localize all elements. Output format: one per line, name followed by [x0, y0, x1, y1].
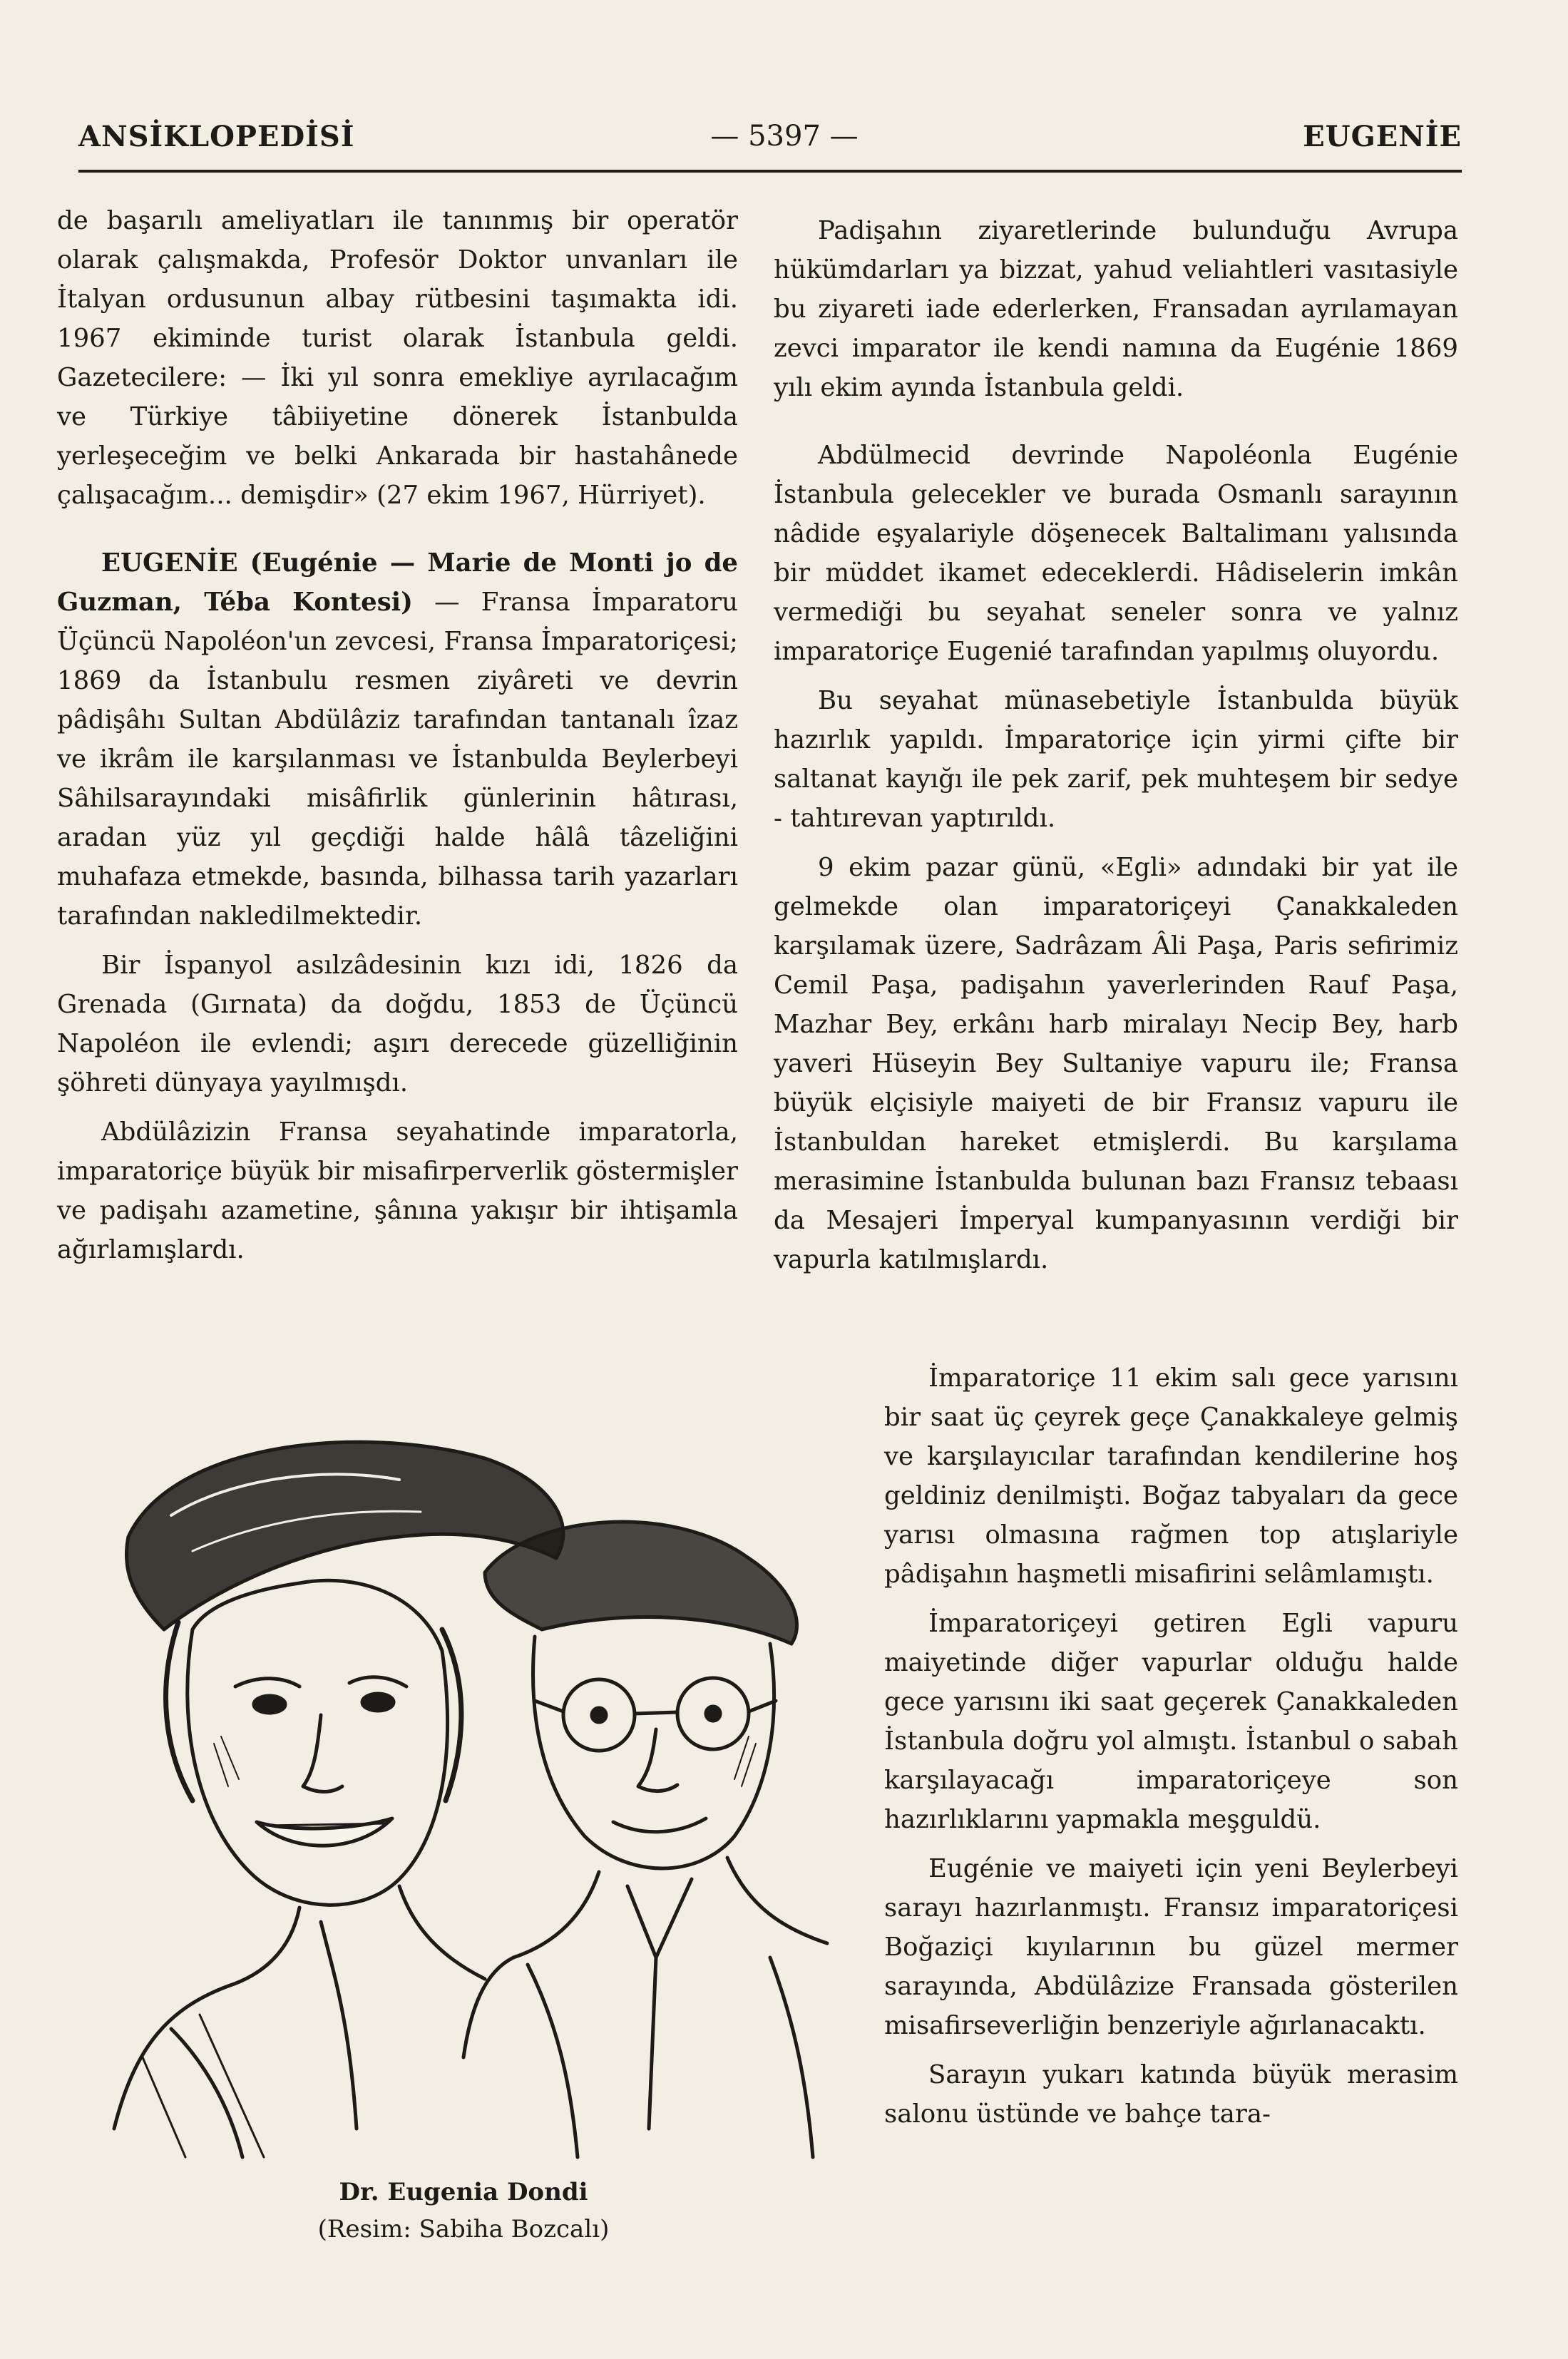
- paragraph: Eugénie ve maiyeti için yeni Beylerbeyi sarayı hazırlanmıştı. Fransız imparatoriçesi Boğaziçi kıyılarının bu güzel mermer sarayında, Abdülâzize Fransada gösterilen misafirseverliğin benzeriyle ağırlanacaktı.: [884, 1854, 1458, 2040]
- paragraph: Padişahın ziyaretlerinde bulunduğu Avrupa hükümdarları ya bizzat, yahud veliahtleri vasıtasiyle bu ziyareti iade ederlerken, Fransadan ayrılamayan zevci imparator ile kendi namına da Eugénie 1869 yılı ekim ayında İstanbula geldi.: [774, 216, 1458, 402]
- paragraph: İmparatoriçe 11 ekim salı gece yarısını bir saat üç çeyrek geçe Çanakkaleye gelmiş ve karşılayıcılar tarafından kendilerine hoş geldiniz denilmişti. Boğaz tabyaları da gece yarısı olmasına rağmen top atışlariyle pâdişahın haşmetli misafirini selâmlamıştı.: [884, 1363, 1458, 1589]
- left-column: [57, 201, 738, 1269]
- running-header: [78, 120, 1462, 170]
- right-column-bottom: [884, 1358, 1458, 2134]
- caption-credit: (Resim: Sabiha Bozcalı): [317, 2215, 610, 2243]
- portrait-illustration: [86, 1416, 841, 2164]
- paragraph: Sarayın yukarı katında büyük merasim salonu üstünde ve bahçe tara-: [884, 2060, 1458, 2129]
- paragraph: 9 ekim pazar günü, «Egli» adındaki bir yat ile gelmekde olan imparatoriçeyi Çanakkaleden karşılamak üzere, Sadrâzam Âli Paşa, Paris sefirimiz Cemil Paşa, padişahın yaverlerinden Rauf Paşa, Mazhar Bey, erkânı harb miralayı Necip Bey, harb yaveri Hüseyin Bey Sultaniye vapuru ile; Fransa büyük elçisiyle maiyeti de bir Fransız vapuru ile İstanbuldan hareket etmişlerdi. Bu karşılama merasimine İstanbulda bulunan bazı Fransız tebaası da Mesajeri İmperyal kumpanyasının verdiği bir vapurla katılmışlardı.: [774, 853, 1458, 1274]
- caption-name: Dr. Eugenia Dondi: [339, 2178, 588, 2206]
- page-number: — 5397 —: [710, 120, 859, 153]
- entry-text: — Fransa İmparatoru Üçüncü Napoléon'un zevcesi, Fransa İmparatoriçesi; 1869 da İstanbulu resmen ziyâreti ve devrin pâdişâhı Sultan Abdülâziz tarafından tantanalı îzaz ve ikrâm ile karşılanması ve İstanbulda Beylerbeyi Sâhilsarayındaki misâfirlik günlerinin hâtırası, aradan yüz yıl geçdiği halde hâlâ tâzeliğini muhafaza etmekde, basında, bilhassa tarih yazarları tarafından nakledilmektedir.: [57, 588, 738, 931]
- paragraph: de başarılı ameliyatları ile tanınmış bir operatör olarak çalışmakda, Profesör Doktor unvanları ile İtalyan ordusunun albay rütbesini taşımakta idi. 1967 ekiminde turist olarak İstanbula geldi. Gazetecilere: — İki yıl sonra emekliye ayrılacağım ve Türkiye tâbiiyetine dönerek İstanbulda yerleşeceğim ve belki Ankarada bir hastahânede çalışacağım... demişdir» (27 ekim 1967, Hürriyet).: [57, 206, 738, 510]
- entry-headword: EUGENİE (Eugénie — Marie de Monti jo de Guzman, Téba Kontesi): [57, 548, 738, 617]
- header-encyclopedia-title: ANSİKLOPEDİSİ: [78, 120, 355, 153]
- right-column-top: [774, 211, 1458, 1279]
- paragraph: Abdülâzizin Fransa seyahatinde imparatorla, imparatoriçe büyük bir misafirperverlik göstermişler ve padişahı azametine, şânına yakışır bir ihtişamla ağırlamışlardı.: [57, 1117, 738, 1264]
- paragraph: İmparatoriçeyi getiren Egli vapuru maiyetinde diğer vapurlar olduğu halde gece yarısını iki saat geçerek Çanakkaleden İstanbula doğru yol almıştı. İstanbul o sabah karşılayacağı imparatoriçeye son hazırlıklarını yapmakla meşguldü.: [884, 1609, 1458, 1834]
- header-rule: [78, 170, 1462, 173]
- paragraph: Bu seyahat münasebetiyle İstanbulda büyük hazırlık yapıldı. İmparatoriçe için yirmi çifte bir saltanat kayığı ile pek zarif, pek muhteşem bir sedye - tahtırevan yaptırıldı.: [774, 686, 1458, 833]
- entry-paragraph: [57, 543, 738, 936]
- paragraph: Bir İspanyol asılzâdesinin kızı idi, 1826 da Grenada (Gırnata) da doğdu, 1853 de Üçüncü Napoléon ile evlendi; aşırı derecede güzelliğinin şöhreti dünyaya yayılmışdı.: [57, 951, 738, 1097]
- header-entry-title: EUGENİE: [1303, 120, 1462, 153]
- figure-caption: [86, 2174, 841, 2248]
- paragraph: Abdülmecid devrinde Napoléonla Eugénie İstanbula gelecekler ve burada Osmanlı sarayının nâdide eşyalariyle döşenecek Baltalimanı yalısında bir müddet ikamet edeceklerdi. Hâdiselerin imkân vermediği bu seyahat seneler sonra ve yalnız imparatoriçe Eugenié tarafından yapılmış oluyordu.: [774, 441, 1458, 666]
